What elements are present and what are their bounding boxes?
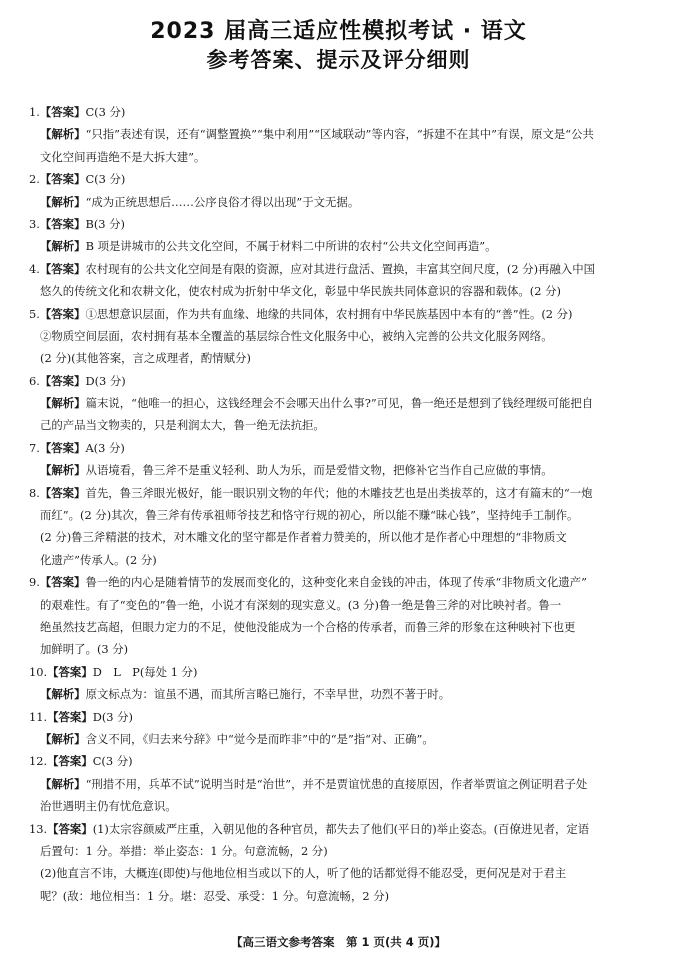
question-number: 8. xyxy=(29,485,40,500)
answer-item xyxy=(29,101,659,168)
answer-line xyxy=(29,818,659,840)
answer-text: 悠久的传统文化和农耕文化，使农村成为折射中华文化，彰显中华民族共同体意识的容器和载体。(2 分) xyxy=(40,284,561,299)
analysis-line xyxy=(29,459,659,481)
analysis-line xyxy=(29,795,659,817)
answer-text: D L P(每处 1 分) xyxy=(92,664,198,679)
analysis-line xyxy=(29,235,659,257)
answer-text: 农村现有的公共文化空间是有限的资源，应对其进行盘活、置换，丰富其空间尺度，(2 分)再融入中国 xyxy=(85,261,596,276)
analysis-label: 【解析】 xyxy=(40,687,86,702)
answer-label: 【答案】 xyxy=(39,373,86,388)
answer-line xyxy=(29,168,659,190)
answer-label: 【答案】 xyxy=(47,754,93,769)
answer-label: 【答案】 xyxy=(47,709,93,724)
answer-item xyxy=(29,168,659,213)
answer-text: C(3 分) xyxy=(85,105,126,119)
answer-line xyxy=(29,482,659,504)
answer-label: 【答案】 xyxy=(39,440,86,455)
answer-item xyxy=(29,213,659,258)
analysis-label: 【解析】 xyxy=(40,776,86,791)
analysis-text: “成为正统思想后……公序良俗才得以出现”于文无据。 xyxy=(85,194,360,209)
analysis-line xyxy=(29,191,659,213)
analysis-label: 【解析】 xyxy=(40,239,86,254)
analysis-text: 治世遇明主仍有忧危意识。 xyxy=(40,799,177,814)
answer-line xyxy=(29,437,659,459)
document-subtitle: 参考答案、提示及评分细则 xyxy=(206,48,471,72)
answer-text: ②物质空间层面，农村拥有基本全覆盖的基层综合性文化服务中心，被纳入完善的公共文化服务网络。 xyxy=(40,328,553,343)
answer-continuation xyxy=(29,862,659,884)
analysis-text: 从语境看，鲁三斧不是重义轻利、助人为乐，而是爱惜文物，把修补它当作自己应做的事情。 xyxy=(85,463,553,478)
answer-text: (2)他直言不讳，大概连(即使)与他地位相当或以下的人，听了他的话都觉得不能忍受，更何况是对于君主 xyxy=(40,866,567,881)
answer-text: D(3 分) xyxy=(85,373,126,388)
analysis-line xyxy=(29,773,659,795)
answer-text: 后置句：1 分。举措：举止姿态：1 分。句意流畅，2 分) xyxy=(40,843,328,858)
answer-text: 加鲜明了。(3 分) xyxy=(40,642,129,657)
answer-line xyxy=(29,303,659,325)
answer-text: 而红”。(2 分)其次，鲁三斧有传承祖师爷技艺和恪守行规的初心，所以能不赚“昧心钱”，坚持纯手工制作。 xyxy=(40,508,579,523)
analysis-text: B 项是讲城市的公共文化空间，不属于材料二中所讲的农村“公共文化空间再造”。 xyxy=(85,239,497,254)
answer-item xyxy=(29,370,659,437)
answer-item xyxy=(29,258,659,303)
question-number: 10. xyxy=(29,664,48,679)
answer-text: A(3 分) xyxy=(85,440,125,455)
analysis-line xyxy=(29,146,659,168)
analysis-line xyxy=(29,392,659,414)
answer-line xyxy=(29,101,659,123)
analysis-text: “刑措不用，兵革不试”说明当时是“治世”，并不是贾谊忧患的直接原因，作者举贾谊之例证明君子处 xyxy=(85,776,588,791)
analysis-label: 【解析】 xyxy=(40,127,86,142)
answer-text: 的艰难性。有了“变色的”鲁一绝，小说才有深刻的现实意义。(3 分)鲁一绝是鲁三斧的对比映衬者。鲁一 xyxy=(40,597,562,612)
question-number: 5. xyxy=(29,306,40,321)
question-number: 13. xyxy=(29,821,48,836)
question-number: 11. xyxy=(29,709,48,724)
answer-continuation xyxy=(29,885,659,907)
answer-label: 【答案】 xyxy=(47,664,93,679)
answer-continuation xyxy=(29,616,659,638)
answer-text: B(3 分) xyxy=(85,216,125,231)
answer-text: C(3 分) xyxy=(85,172,126,187)
question-number: 12. xyxy=(29,754,48,769)
document-title: 2023 届高三适应性模拟考试 · 语文 xyxy=(150,19,527,44)
answer-continuation xyxy=(29,325,659,347)
analysis-line xyxy=(29,683,659,705)
analysis-text: 含义不同，《归去来兮辞》中“觉今是而昨非”中的“是”指“对、正确”。 xyxy=(85,731,434,746)
answer-line xyxy=(29,706,659,728)
answer-label: 【答案】 xyxy=(39,306,86,321)
answer-label: 【答案】 xyxy=(39,261,86,276)
analysis-label: 【解析】 xyxy=(40,396,86,411)
question-number: 9. xyxy=(29,575,40,590)
question-number: 1. xyxy=(29,105,40,119)
answer-continuation xyxy=(29,594,659,616)
answer-continuation xyxy=(29,347,659,369)
analysis-line xyxy=(29,414,659,436)
answer-label: 【答案】 xyxy=(39,216,86,231)
analysis-label: 【解析】 xyxy=(40,463,86,478)
answer-line xyxy=(29,661,659,683)
answer-continuation xyxy=(29,549,659,571)
question-number: 4. xyxy=(29,261,40,276)
answer-continuation xyxy=(29,840,659,862)
answer-item xyxy=(29,661,659,706)
analysis-line xyxy=(29,728,659,750)
answer-continuation xyxy=(29,638,659,660)
answer-line xyxy=(29,370,659,392)
answer-line xyxy=(29,571,659,593)
analysis-label: 【解析】 xyxy=(40,194,86,209)
page-footer: 【高三语文参考答案 第 1 页(共 4 页)】 xyxy=(230,935,447,949)
answer-text: 鲁一绝的内心是随着情节的发展而变化的，这种变化来自金钱的冲击，体现了传承“非物质文化遗产” xyxy=(85,575,587,590)
answer-list xyxy=(29,101,659,907)
answer-text: 化遗产”传承人。(2 分) xyxy=(40,552,157,567)
answer-item xyxy=(29,750,659,817)
answer-text: 首先，鲁三斧眼光极好，能一眼识别文物的年代；他的木雕技艺也是出类拔萃的，这才有篇末的“一炮 xyxy=(85,485,593,500)
analysis-text: 原文标点为：谊虽不遇，而其所言略已施行，不幸早世，功烈不著于时。 xyxy=(85,687,451,702)
answer-text: (2 分)鲁三斧精湛的技术，对木雕文化的坚守都是作者着力赞美的，所以他才是作者心中理想的“非物质文 xyxy=(40,530,567,545)
answer-item xyxy=(29,818,659,908)
answer-line xyxy=(29,213,659,235)
answer-text: ①思想意识层面，作为共有血缘、地缘的共同体，农村拥有中华民族基因中本有的“善”性。(2 分) xyxy=(85,306,573,321)
answer-item xyxy=(29,437,659,482)
answer-text: (2 分)(其他答案，言之成理者，酌情赋分) xyxy=(40,351,251,366)
analysis-text: 文化空间再造绝不是大拆大建”。 xyxy=(40,149,206,164)
answer-continuation xyxy=(29,526,659,548)
answer-label: 【答案】 xyxy=(39,575,86,590)
answer-text: 绝虽然技艺高超，但眼力定力的不足，使他没能成为一个合格的传承者，而鲁三斧的形象在这种映衬下也更 xyxy=(40,619,576,634)
answer-item xyxy=(29,571,659,661)
analysis-text: “只指”表述有误，还有“调整置换”“集中利用”“区域联动”等内容，“拆建不在其中”有误，原文是“公共 xyxy=(85,127,594,142)
answer-text: (1)太宗容颜威严庄重，入朝见他的各种官员，都失去了他们(平日的)举止姿态。(百僚进见者，定语 xyxy=(92,821,590,836)
question-number: 2. xyxy=(29,172,40,187)
answer-text: C(3 分) xyxy=(92,754,133,769)
answer-continuation xyxy=(29,280,659,302)
answer-label: 【答案】 xyxy=(39,172,86,187)
question-number: 6. xyxy=(29,373,40,388)
analysis-text: 己的产品当文物卖的，只是利润太大，鲁一绝无法抗拒。 xyxy=(40,418,325,433)
answer-continuation xyxy=(29,504,659,526)
answer-text: D(3 分) xyxy=(92,709,133,724)
analysis-text: 篇末说，“他唯一的担心，这钱经理会不会哪天出什么事?”可见，鲁一绝还是想到了钱经理级可能把自 xyxy=(85,396,594,411)
analysis-line xyxy=(29,123,659,145)
analysis-label: 【解析】 xyxy=(40,731,86,746)
answer-item xyxy=(29,706,659,751)
answer-label: 【答案】 xyxy=(39,485,86,500)
answer-item xyxy=(29,482,659,572)
answer-line xyxy=(29,750,659,772)
answer-text: 呢？(敌：地位相当：1 分。堪：忍受、承受：1 分。句意流畅，2 分) xyxy=(40,888,390,903)
answer-item xyxy=(29,303,659,370)
answer-line xyxy=(29,258,659,280)
answer-label: 【答案】 xyxy=(39,105,86,119)
question-number: 7. xyxy=(29,440,40,455)
answer-label: 【答案】 xyxy=(47,821,93,836)
question-number: 3. xyxy=(29,216,40,231)
